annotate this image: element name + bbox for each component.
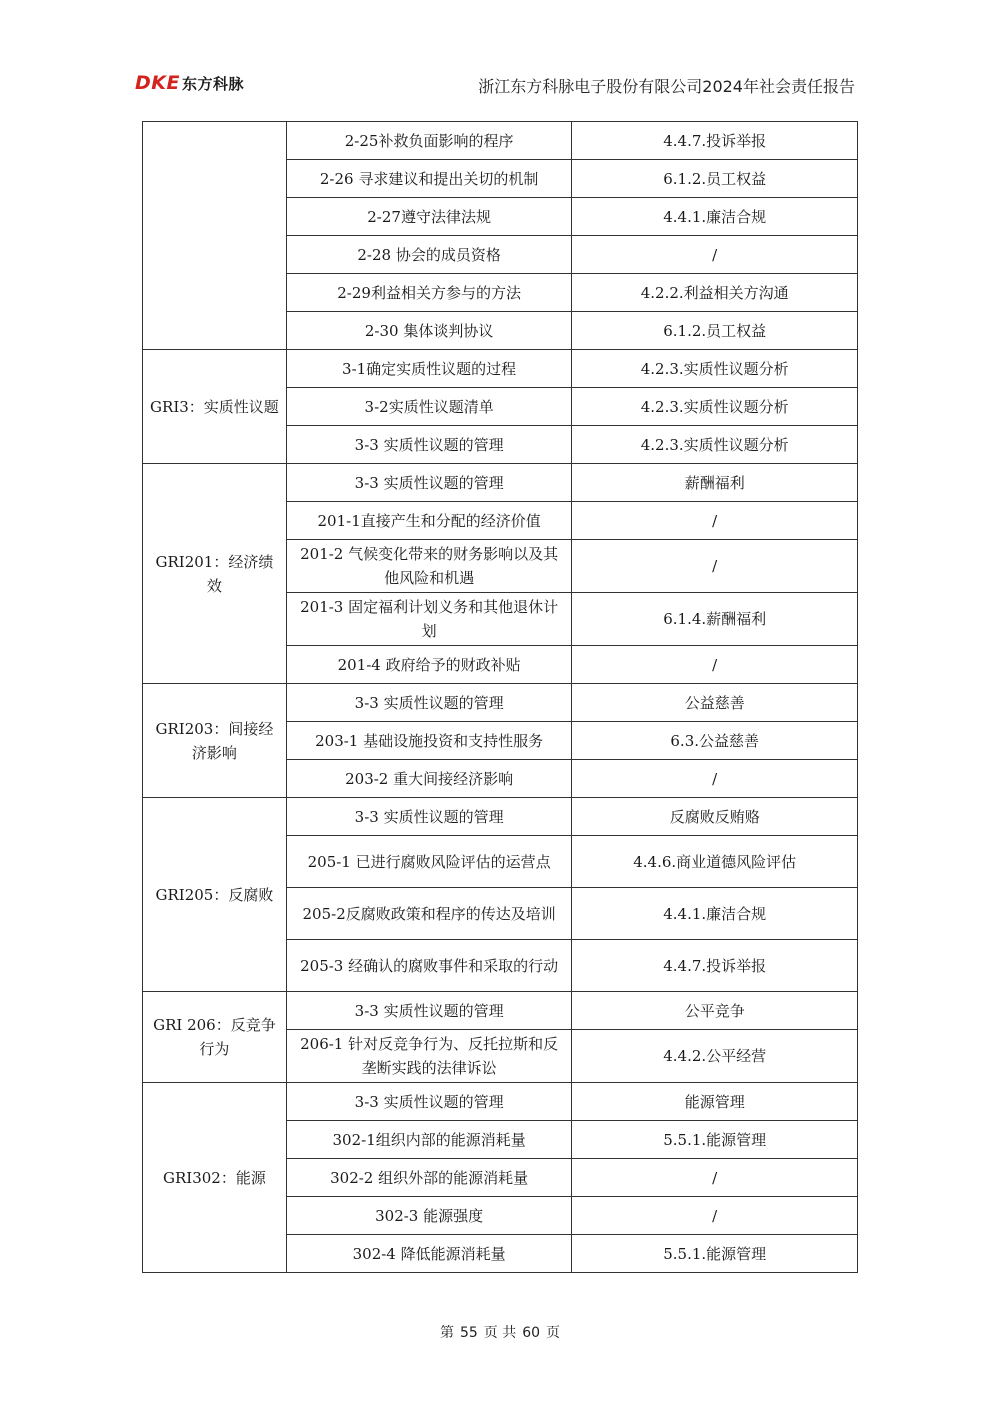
report-section-cell: /	[572, 236, 858, 274]
report-section-cell: 4.4.7.投诉举报	[572, 122, 858, 160]
disclosure-cell: 205-3 经确认的腐败事件和采取的行动	[286, 940, 572, 992]
gri-standard-cell: GRI3：实质性议题	[143, 350, 287, 464]
report-section-cell: 4.2.3.实质性议题分析	[572, 350, 858, 388]
disclosure-cell: 201-3 固定福利计划义务和其他退休计划	[286, 593, 572, 646]
gri-standard-cell: GRI 206：反竞争行为	[143, 992, 287, 1083]
disclosure-cell: 2-30 集体谈判协议	[286, 312, 572, 350]
disclosure-cell: 2-29利益相关方参与的方法	[286, 274, 572, 312]
disclosure-cell: 3-3 实质性议题的管理	[286, 464, 572, 502]
table-row	[143, 684, 858, 722]
report-section-cell: /	[572, 502, 858, 540]
report-title: 浙江东方科脉电子股份有限公司2024年社会责任报告	[478, 77, 855, 96]
gri-standard-cell: GRI205：反腐败	[143, 798, 287, 992]
disclosure-cell: 203-1 基础设施投资和支持性服务	[286, 722, 572, 760]
disclosure-cell: 203-2 重大间接经济影响	[286, 760, 572, 798]
disclosure-cell: 302-2 组织外部的能源消耗量	[286, 1159, 572, 1197]
logo-text: DKE	[135, 72, 180, 94]
disclosure-cell: 3-3 实质性议题的管理	[286, 1083, 572, 1121]
report-section-cell: /	[572, 1197, 858, 1235]
report-section-cell: 薪酬福利	[572, 464, 858, 502]
disclosure-cell: 201-1直接产生和分配的经济价值	[286, 502, 572, 540]
report-section-cell: 反腐败反贿赂	[572, 798, 858, 836]
table-row	[143, 992, 858, 1030]
gri-index-table	[142, 121, 858, 1273]
disclosure-cell: 201-2 气候变化带来的财务影响以及其他风险和机遇	[286, 540, 572, 593]
report-section-cell: 4.2.3.实质性议题分析	[572, 388, 858, 426]
report-section-cell: /	[572, 1159, 858, 1197]
table-row	[143, 122, 858, 160]
footer-suffix: 页	[546, 1325, 561, 1341]
disclosure-cell: 302-3 能源强度	[286, 1197, 572, 1235]
disclosure-cell: 201-4 政府给予的财政补贴	[286, 646, 572, 684]
total-pages-number: 60	[522, 1325, 541, 1341]
report-section-cell: /	[572, 760, 858, 798]
report-section-cell: 6.1.2.员工权益	[572, 160, 858, 198]
report-section-cell: 5.5.1.能源管理	[572, 1121, 858, 1159]
disclosure-cell: 2-25补救负面影响的程序	[286, 122, 572, 160]
disclosure-cell: 205-2反腐败政策和程序的传达及培训	[286, 888, 572, 940]
disclosure-cell: 302-1组织内部的能源消耗量	[286, 1121, 572, 1159]
disclosure-cell: 3-1确定实质性议题的过程	[286, 350, 572, 388]
gri-standard-cell	[143, 122, 287, 350]
current-page-number: 55	[459, 1325, 478, 1341]
report-section-cell: 4.4.1.廉洁合规	[572, 888, 858, 940]
report-section-cell: 公益慈善	[572, 684, 858, 722]
page-footer	[0, 1322, 1000, 1342]
disclosure-cell: 205-1 已进行腐败风险评估的运营点	[286, 836, 572, 888]
report-section-cell: 6.1.4.薪酬福利	[572, 593, 858, 646]
company-logo	[135, 72, 244, 94]
report-section-cell: 4.4.6.商业道德风险评估	[572, 836, 858, 888]
report-section-cell: 4.4.2.公平经营	[572, 1030, 858, 1083]
disclosure-cell: 3-3 实质性议题的管理	[286, 992, 572, 1030]
table-row	[143, 1083, 858, 1121]
gri-standard-cell: GRI302：能源	[143, 1083, 287, 1273]
report-section-cell: 5.5.1.能源管理	[572, 1235, 858, 1273]
disclosure-cell: 206-1 针对反竞争行为、反托拉斯和反垄断实践的法律诉讼	[286, 1030, 572, 1083]
gri-standard-cell: GRI201：经济绩效	[143, 464, 287, 684]
footer-mid: 页 共	[483, 1325, 517, 1341]
disclosure-cell: 3-2实质性议题清单	[286, 388, 572, 426]
report-section-cell: 能源管理	[572, 1083, 858, 1121]
report-section-cell: 6.1.2.员工权益	[572, 312, 858, 350]
table-row	[143, 464, 858, 502]
footer-prefix: 第	[439, 1325, 454, 1341]
report-section-cell: 6.3.公益慈善	[572, 722, 858, 760]
logo-cn-text: 东方科脉	[181, 75, 244, 93]
disclosure-cell: 2-27遵守法律法规	[286, 198, 572, 236]
disclosure-cell: 3-3 实质性议题的管理	[286, 684, 572, 722]
disclosure-cell: 3-3 实质性议题的管理	[286, 426, 572, 464]
report-section-cell: 4.4.7.投诉举报	[572, 940, 858, 992]
report-section-cell: /	[572, 540, 858, 593]
gri-standard-cell: GRI203：间接经济影响	[143, 684, 287, 798]
report-section-cell: 4.4.1.廉洁合规	[572, 198, 858, 236]
report-section-cell: 公平竞争	[572, 992, 858, 1030]
report-section-cell: 4.2.2.利益相关方沟通	[572, 274, 858, 312]
disclosure-cell: 2-26 寻求建议和提出关切的机制	[286, 160, 572, 198]
table-row	[143, 350, 858, 388]
report-section-cell: 4.2.3.实质性议题分析	[572, 426, 858, 464]
table-row	[143, 798, 858, 836]
page-header	[135, 70, 855, 102]
disclosure-cell: 3-3 实质性议题的管理	[286, 798, 572, 836]
disclosure-cell: 2-28 协会的成员资格	[286, 236, 572, 274]
report-section-cell: /	[572, 646, 858, 684]
gri-table-body	[143, 122, 858, 1273]
disclosure-cell: 302-4 降低能源消耗量	[286, 1235, 572, 1273]
